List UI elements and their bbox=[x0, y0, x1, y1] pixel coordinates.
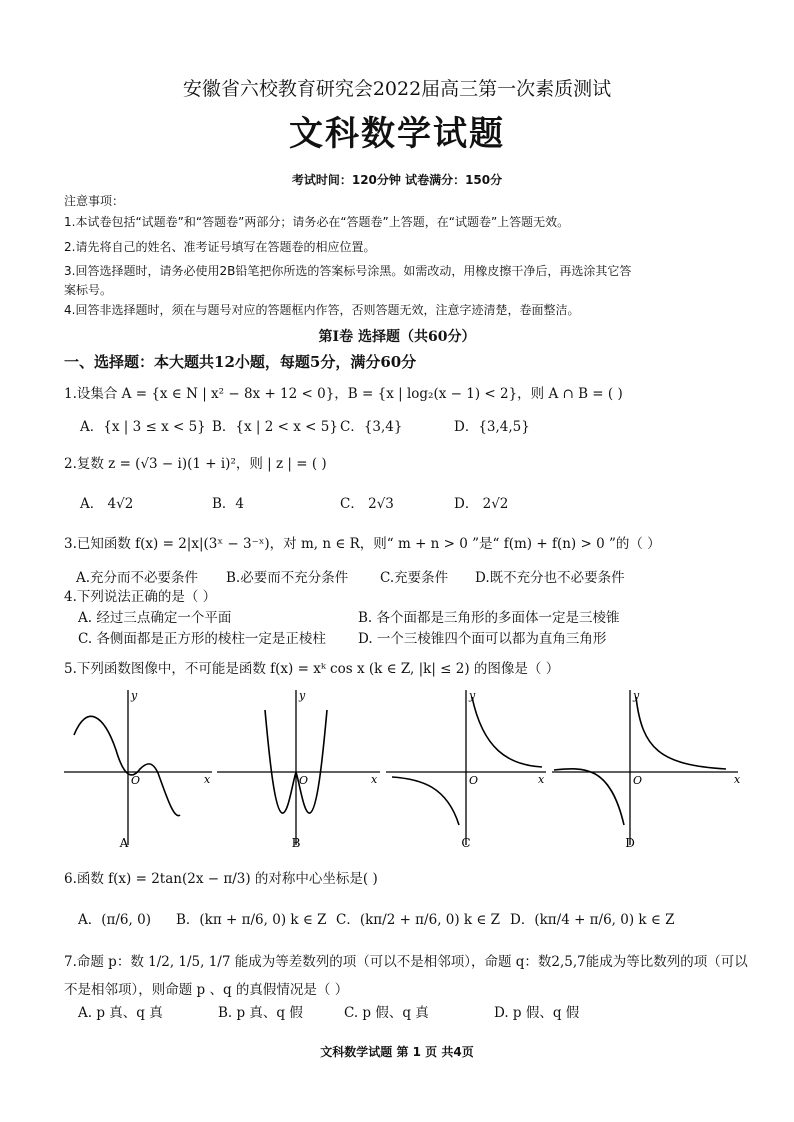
graph-label-b[interactable]: B bbox=[291, 836, 301, 850]
graph-d-curve-left bbox=[554, 769, 624, 825]
question-stem: 4.下列说法正确的是（ ） bbox=[64, 589, 217, 605]
option-a[interactable]: A．{x | 3 ≤ x < 5} bbox=[80, 419, 206, 435]
graph-label-c[interactable]: C bbox=[461, 836, 471, 850]
option-a[interactable]: A. p 真、q 真 bbox=[78, 1005, 163, 1021]
option-d[interactable]: D. p 假、q 假 bbox=[494, 1005, 580, 1021]
x-axis-label: x bbox=[371, 773, 378, 786]
function-graphs-figure bbox=[62, 685, 748, 850]
option-a[interactable]: A.充分而不必要条件 bbox=[76, 570, 199, 586]
y-axis-label: y bbox=[131, 689, 138, 702]
note-item: 案标号。 bbox=[64, 283, 113, 297]
note-item: 3.回答选择题时，请务必使用2B铅笔把你所选的答案标号涂黑。如需改动，用橡皮擦干净后，再选涂其它答 bbox=[64, 264, 632, 278]
origin-label: O bbox=[633, 774, 643, 787]
option-b[interactable]: B. p 真、q 假 bbox=[218, 1005, 303, 1021]
graph-c-curve-left bbox=[392, 777, 459, 825]
option-a[interactable]: A． 4√2 bbox=[80, 496, 134, 512]
section-subtitle: 一、选择题：本大题共12小题，每题5分，满分60分 bbox=[64, 353, 417, 371]
page-footer: 文科数学试题 第 1 页 共4页 bbox=[320, 1045, 474, 1059]
option-b[interactable]: B．(kπ + π/6, 0) k ∈ Z bbox=[176, 912, 327, 928]
question-stem: 1.设集合 A = {x ∈ N | x² − 8x + 12 < 0}，B = {x | log₂(x − 1) < 2}，则 A ∩ B = ( ) bbox=[64, 386, 623, 402]
option-d[interactable]: D.既不充分也不必要条件 bbox=[475, 570, 625, 586]
graph-c-curve-right bbox=[472, 697, 542, 767]
option-d[interactable]: D． 2√2 bbox=[454, 496, 509, 512]
option-b[interactable]: B．4 bbox=[212, 496, 245, 512]
option-a[interactable]: A．(π/6, 0) bbox=[78, 912, 151, 928]
question-stem: 7.命题 p：数 1/2, 1/5, 1/7 能成为等差数列的项（可以不是相邻项），命题 q：数2,5,7能成为等比数列的项（可以 bbox=[64, 954, 748, 970]
question-stem-continued: 不是相邻项），则命题 p 、q 的真假情况是（ ） bbox=[64, 982, 349, 998]
graph-d-curve-right bbox=[636, 697, 726, 769]
exam-series-title: 安徽省六校教育研究会2022届高三第一次素质测试 bbox=[182, 78, 612, 100]
note-item: 4.回答非选择题时，须在与题号对应的答题框内作答，否则答题无效，注意字迹清楚，卷面整洁。 bbox=[64, 303, 580, 317]
part-title: 第Ⅰ卷 选择题（共60分） bbox=[318, 329, 476, 345]
x-axis-label: x bbox=[734, 773, 741, 786]
x-axis-label: x bbox=[204, 773, 211, 786]
option-b[interactable]: B.必要而不充分条件 bbox=[226, 570, 349, 586]
question-stem: 2.复数 z = (√3 − i)(1 + i)²，则 | z | = ( ) bbox=[64, 456, 327, 472]
graph-label-a[interactable]: A bbox=[119, 836, 129, 850]
graph-label-d[interactable]: D bbox=[625, 836, 635, 850]
option-c[interactable]: C. p 假、q 真 bbox=[344, 1005, 429, 1021]
question-stem: 5.下列函数图像中，不可能是函数 f(x) = xᵏ cos x (k ∈ Z, |k| ≤ 2) 的图像是（ ） bbox=[64, 661, 560, 677]
option-c[interactable]: C．(kπ/2 + π/6, 0) k ∈ Z bbox=[336, 912, 501, 928]
graph-a-curve bbox=[74, 716, 180, 815]
x-axis-label: x bbox=[538, 773, 545, 786]
question-stem: 3.已知函数 f(x) = 2|x|(3ˣ − 3⁻ˣ)，对 m, n ∈ R，则“ m + n > 0 ”是“ f(m) + f(n) > 0 ”的（ ） bbox=[64, 536, 661, 552]
option-b[interactable]: B. 各个面都是三角形的多面体一定是三棱锥 bbox=[358, 610, 620, 626]
origin-label: O bbox=[131, 774, 141, 787]
exam-info: 考试时间：120分钟 试卷满分：150分 bbox=[291, 173, 503, 187]
graph-b-curve-right bbox=[296, 710, 327, 813]
option-c[interactable]: C. 各侧面都是正方形的棱柱一定是正棱柱 bbox=[78, 631, 326, 647]
option-c[interactable]: C．{3,4} bbox=[340, 419, 403, 435]
origin-label: O bbox=[469, 774, 479, 787]
option-c[interactable]: C． 2√3 bbox=[340, 496, 394, 512]
option-c[interactable]: C.充要条件 bbox=[380, 570, 449, 586]
option-a[interactable]: A. 经过三点确定一个平面 bbox=[78, 610, 232, 626]
option-b[interactable]: B．{x | 2 < x < 5} bbox=[212, 419, 338, 435]
option-d[interactable]: D．(kπ/4 + π/6, 0) k ∈ Z bbox=[510, 912, 675, 928]
page-title: 文科数学试题 bbox=[289, 114, 505, 154]
question-stem: 6.函数 f(x) = 2tan(2x − π/3) 的对称中心坐标是( ) bbox=[64, 871, 378, 887]
y-axis-label: y bbox=[633, 689, 640, 702]
option-d[interactable]: D．{3,4,5} bbox=[454, 419, 530, 435]
graph-b-curve-left bbox=[265, 710, 296, 813]
origin-label: O bbox=[299, 774, 309, 787]
y-axis-label: y bbox=[299, 689, 306, 702]
y-axis-label: y bbox=[469, 689, 476, 702]
note-item: 1.本试卷包括“试题卷”和“答题卷”两部分；请务必在“答题卷”上答题，在“试题卷”上答题无效。 bbox=[64, 215, 570, 229]
note-item: 2.请先将自己的姓名、准考证号填写在答题卷的相应位置。 bbox=[64, 240, 376, 254]
notes-heading: 注意事项： bbox=[64, 194, 125, 208]
option-d[interactable]: D. 一个三棱锥四个面可以都为直角三角形 bbox=[358, 631, 607, 647]
